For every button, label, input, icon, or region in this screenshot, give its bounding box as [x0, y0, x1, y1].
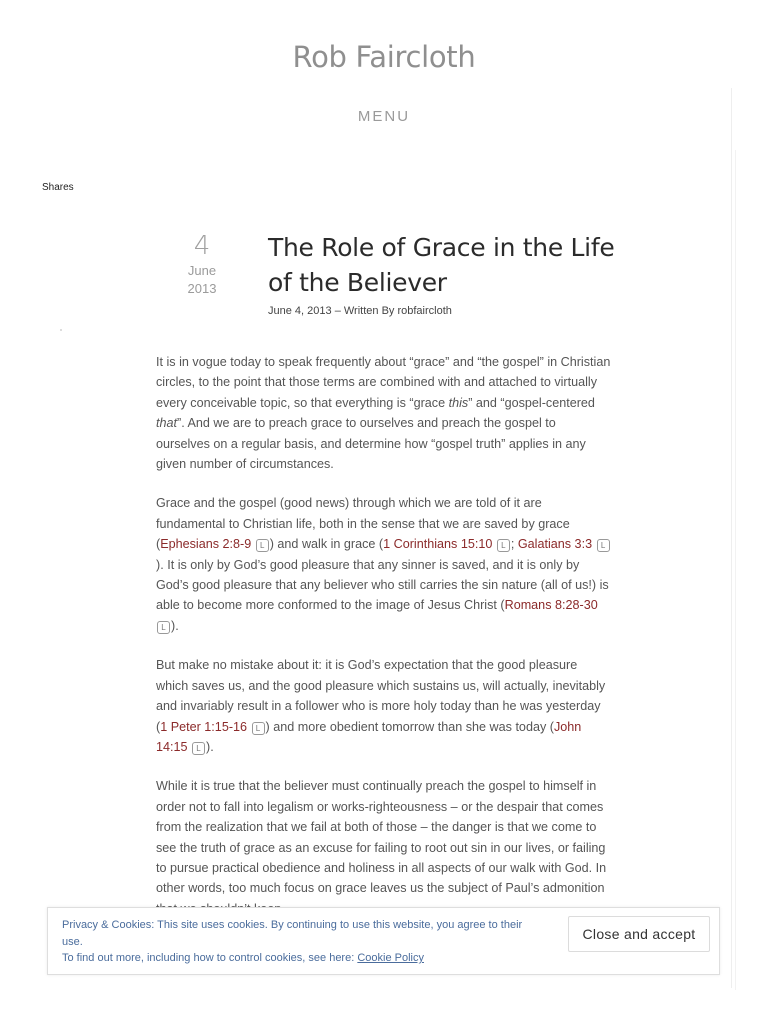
p2-text-c: ; [510, 537, 518, 552]
paragraph-1 [156, 352, 611, 474]
right-border-line [731, 88, 732, 988]
p2-text-b: ) and walk in grace ( [269, 537, 384, 552]
post-title: The Role of Grace in the Life of the Believer [268, 233, 615, 297]
p3-text-c: ). [206, 739, 214, 754]
scripture-link-1-corinthians[interactable]: 1 Corinthians 15:10 [383, 537, 493, 552]
p2-text-a: Grace and the gospel (good news) through which we are told of it are fundamental to Christian life, both in the sense that we are saved by grace ( [156, 496, 570, 552]
p1-emphasis-that: that [156, 416, 178, 431]
paragraph-2 [156, 493, 611, 636]
bible-ref-icon[interactable]: L [256, 539, 269, 552]
site-title[interactable]: Rob Faircloth [292, 40, 476, 74]
paragraph-4: While it is true that the believer must continually preach the gospel to himself in order not to fall into legalism or works-righteousness – or the despair that comes from the realization that we fail at both of those – the danger is that we come to see the truth of grace as an excuse for failing to root out sin in our lives, or failing to pursue practical obedience and holiness in all aspects of our walk with God. In other words, too much focus on grace leaves us the subject of Paul’s admonition [156, 779, 607, 896]
scripture-link-romans[interactable]: Romans 8:28-30 [504, 598, 598, 613]
byline-date[interactable]: June 4, 2013 [268, 305, 332, 317]
p2-text-d: ). It is only by God’s good pleasure that any sinner is saved, and it is only by God’s good pleasure that any believer who still carries the sin nature (all of us!) is able to become more conformed to the image of Jesus Christ ( [156, 557, 609, 613]
shares-label: Shares [42, 182, 74, 193]
bible-ref-icon[interactable]: L [497, 539, 510, 552]
bible-ref-icon[interactable]: L [252, 722, 265, 735]
cookie-notice-text [62, 917, 532, 967]
post-date-day: 4 [193, 231, 211, 261]
paragraph-3 [156, 655, 611, 757]
scripture-link-ephesians[interactable]: Ephesians 2:8-9 [160, 537, 252, 552]
bible-ref-icon[interactable]: L [597, 539, 610, 552]
p1-text-e: ”. And we are to preach grace to ourselves and preach the gospel to ourselves on a regular basis, and determine how “gospel truth” applies in any given number of circumstances. [156, 416, 586, 472]
post-date-month: June [187, 263, 217, 278]
byline-separator: – [334, 305, 341, 317]
p2-text-e: ). [171, 618, 179, 633]
scripture-link-galatians[interactable]: Galatians 3:3 [517, 537, 593, 552]
bible-ref-icon[interactable]: L [157, 621, 170, 634]
divider-dot [60, 329, 62, 331]
right-border-line-inner [735, 150, 736, 990]
cookie-policy-link[interactable]: Cookie Policy [357, 952, 424, 964]
post-content [156, 352, 611, 938]
byline-author[interactable]: Written By robfaircloth [343, 305, 452, 317]
p3-text-a: But make no mistake about it: it is God’s expectation that the good pleasure which saves us, and the good pleasure which sustains us, will actually, inevitably and invariably result in a follower who is more holy today than he was yesterday ( [156, 658, 606, 734]
cookie-line-2: To find out more, including how to control cookies, see here: [62, 952, 358, 964]
post-byline [268, 305, 452, 317]
scripture-link-john[interactable]: John 14:15 [156, 719, 582, 754]
p1-text-a: It is in vogue today to speak frequently about “grace” and “the gospel” in Christian circles, to the point that those terms are combined with and attached to virtually every conceivable topic, so that everything is “grace [156, 355, 611, 410]
bible-ref-icon[interactable]: L [192, 742, 205, 755]
p1-text-c: ” and “gospel-centered [468, 395, 595, 410]
cookie-banner [47, 907, 720, 975]
scripture-link-1-peter[interactable]: 1 Peter 1:15-16 [160, 719, 248, 734]
close-and-accept-button[interactable]: Close and accept [568, 916, 710, 952]
post-date-box [172, 230, 232, 298]
post-date-year: 2013 [187, 281, 217, 296]
p1-emphasis-this: this [448, 395, 469, 410]
menu-button[interactable]: MENU [357, 108, 411, 125]
cookie-line-1: Privacy & Cookies: This site uses cookies. By continuing to use this website, you agree to their use. [62, 919, 523, 948]
p3-text-b: ) and more obedient tomorrow than she was today ( [265, 719, 554, 734]
